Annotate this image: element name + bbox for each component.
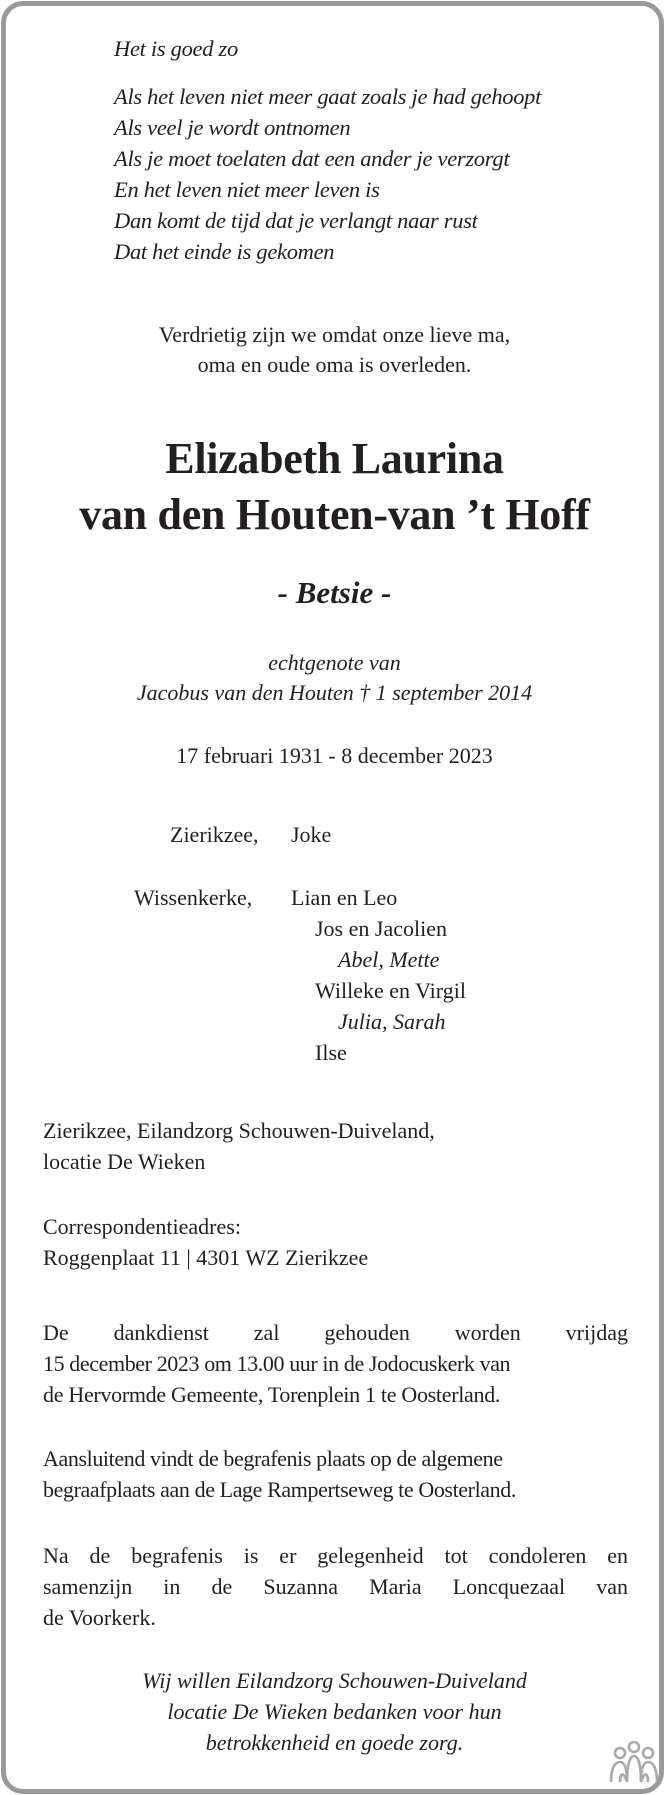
poem-line: Dat het einde is gekomen bbox=[114, 239, 335, 264]
spouse-label: echtgenote van bbox=[268, 650, 401, 675]
poem-line: Als het leven niet meer gaat zoals je had gehoopt bbox=[114, 84, 542, 109]
burial-line: begraafplaats aan de Lage Rampertseweg te Oosterland. bbox=[43, 1477, 516, 1502]
nickname: - Betsie - bbox=[277, 575, 392, 610]
location-line: locatie De Wieken bbox=[43, 1149, 206, 1174]
service-line: de Hervormde Gemeente, Torenplein 1 te Oosterland. bbox=[43, 1382, 501, 1407]
deceased-surname: van den Houten-van ’t Hoff bbox=[79, 490, 590, 539]
service-line: 15 december 2023 om 13.00 uur in de Jodocuskerk van bbox=[43, 1351, 511, 1376]
family-place: Wissenkerke, bbox=[134, 885, 253, 910]
poem-line: Dan komt de tijd dat je verlangt naar rust bbox=[114, 208, 478, 233]
spouse-name: Jacobus van den Houten † 1 september 2014 bbox=[136, 680, 533, 705]
poem-title: Het is goed zo bbox=[114, 36, 238, 61]
burial-line: Aansluitend vindt de begrafenis plaats op de algemene bbox=[43, 1446, 503, 1471]
condolence-line: de Voorkerk. bbox=[43, 1605, 156, 1630]
service-line: De dankdienst zal gehouden worden vrijdag bbox=[43, 1320, 628, 1345]
family-member: Lian en Leo bbox=[291, 885, 398, 910]
thanks-line: betrokkenheid en goede zorg. bbox=[205, 1730, 464, 1755]
location-line: Zierikzee, Eilandzorg Schouwen-Duiveland, bbox=[43, 1118, 435, 1143]
thanks-line: Wij willen Eilandzorg Schouwen-Duiveland bbox=[142, 1668, 527, 1693]
correspondence-label: Correspondentieadres: bbox=[43, 1214, 241, 1239]
thanks-line: locatie De Wieken bedanken voor hun bbox=[167, 1699, 502, 1724]
intro-line: oma en oude oma is overleden. bbox=[197, 352, 472, 377]
people-group-icon bbox=[609, 1740, 659, 1784]
life-dates: 17 februari 1931 - 8 december 2023 bbox=[176, 743, 493, 768]
family-member: Jos en Jacolien bbox=[315, 916, 447, 941]
poem-line: Als je moet toelaten dat een ander je verzorgt bbox=[114, 146, 510, 171]
family-place: Zierikzee, bbox=[170, 822, 259, 847]
correspondence-address: Roggenplaat 11 | 4301 WZ Zierikzee bbox=[43, 1245, 369, 1270]
family-member: Ilse bbox=[315, 1040, 347, 1065]
poem-line: En het leven niet meer leven is bbox=[114, 177, 380, 202]
family-grandchildren: Abel, Mette bbox=[338, 947, 440, 972]
poem-line: Als veel je wordt ontnomen bbox=[114, 115, 351, 140]
condolence-line: samenzijn in de Suzanna Maria Loncquezaal van bbox=[43, 1574, 628, 1599]
family-grandchildren: Julia, Sarah bbox=[338, 1009, 446, 1034]
condolence-line: Na de begrafenis is er gelegenheid tot condoleren en bbox=[43, 1543, 628, 1568]
intro-line: Verdrietig zijn we omdat onze lieve ma, bbox=[158, 322, 511, 347]
family-member: Willeke en Virgil bbox=[315, 978, 466, 1003]
family-member: Joke bbox=[291, 822, 332, 847]
deceased-name: Elizabeth Laurina bbox=[165, 434, 504, 483]
